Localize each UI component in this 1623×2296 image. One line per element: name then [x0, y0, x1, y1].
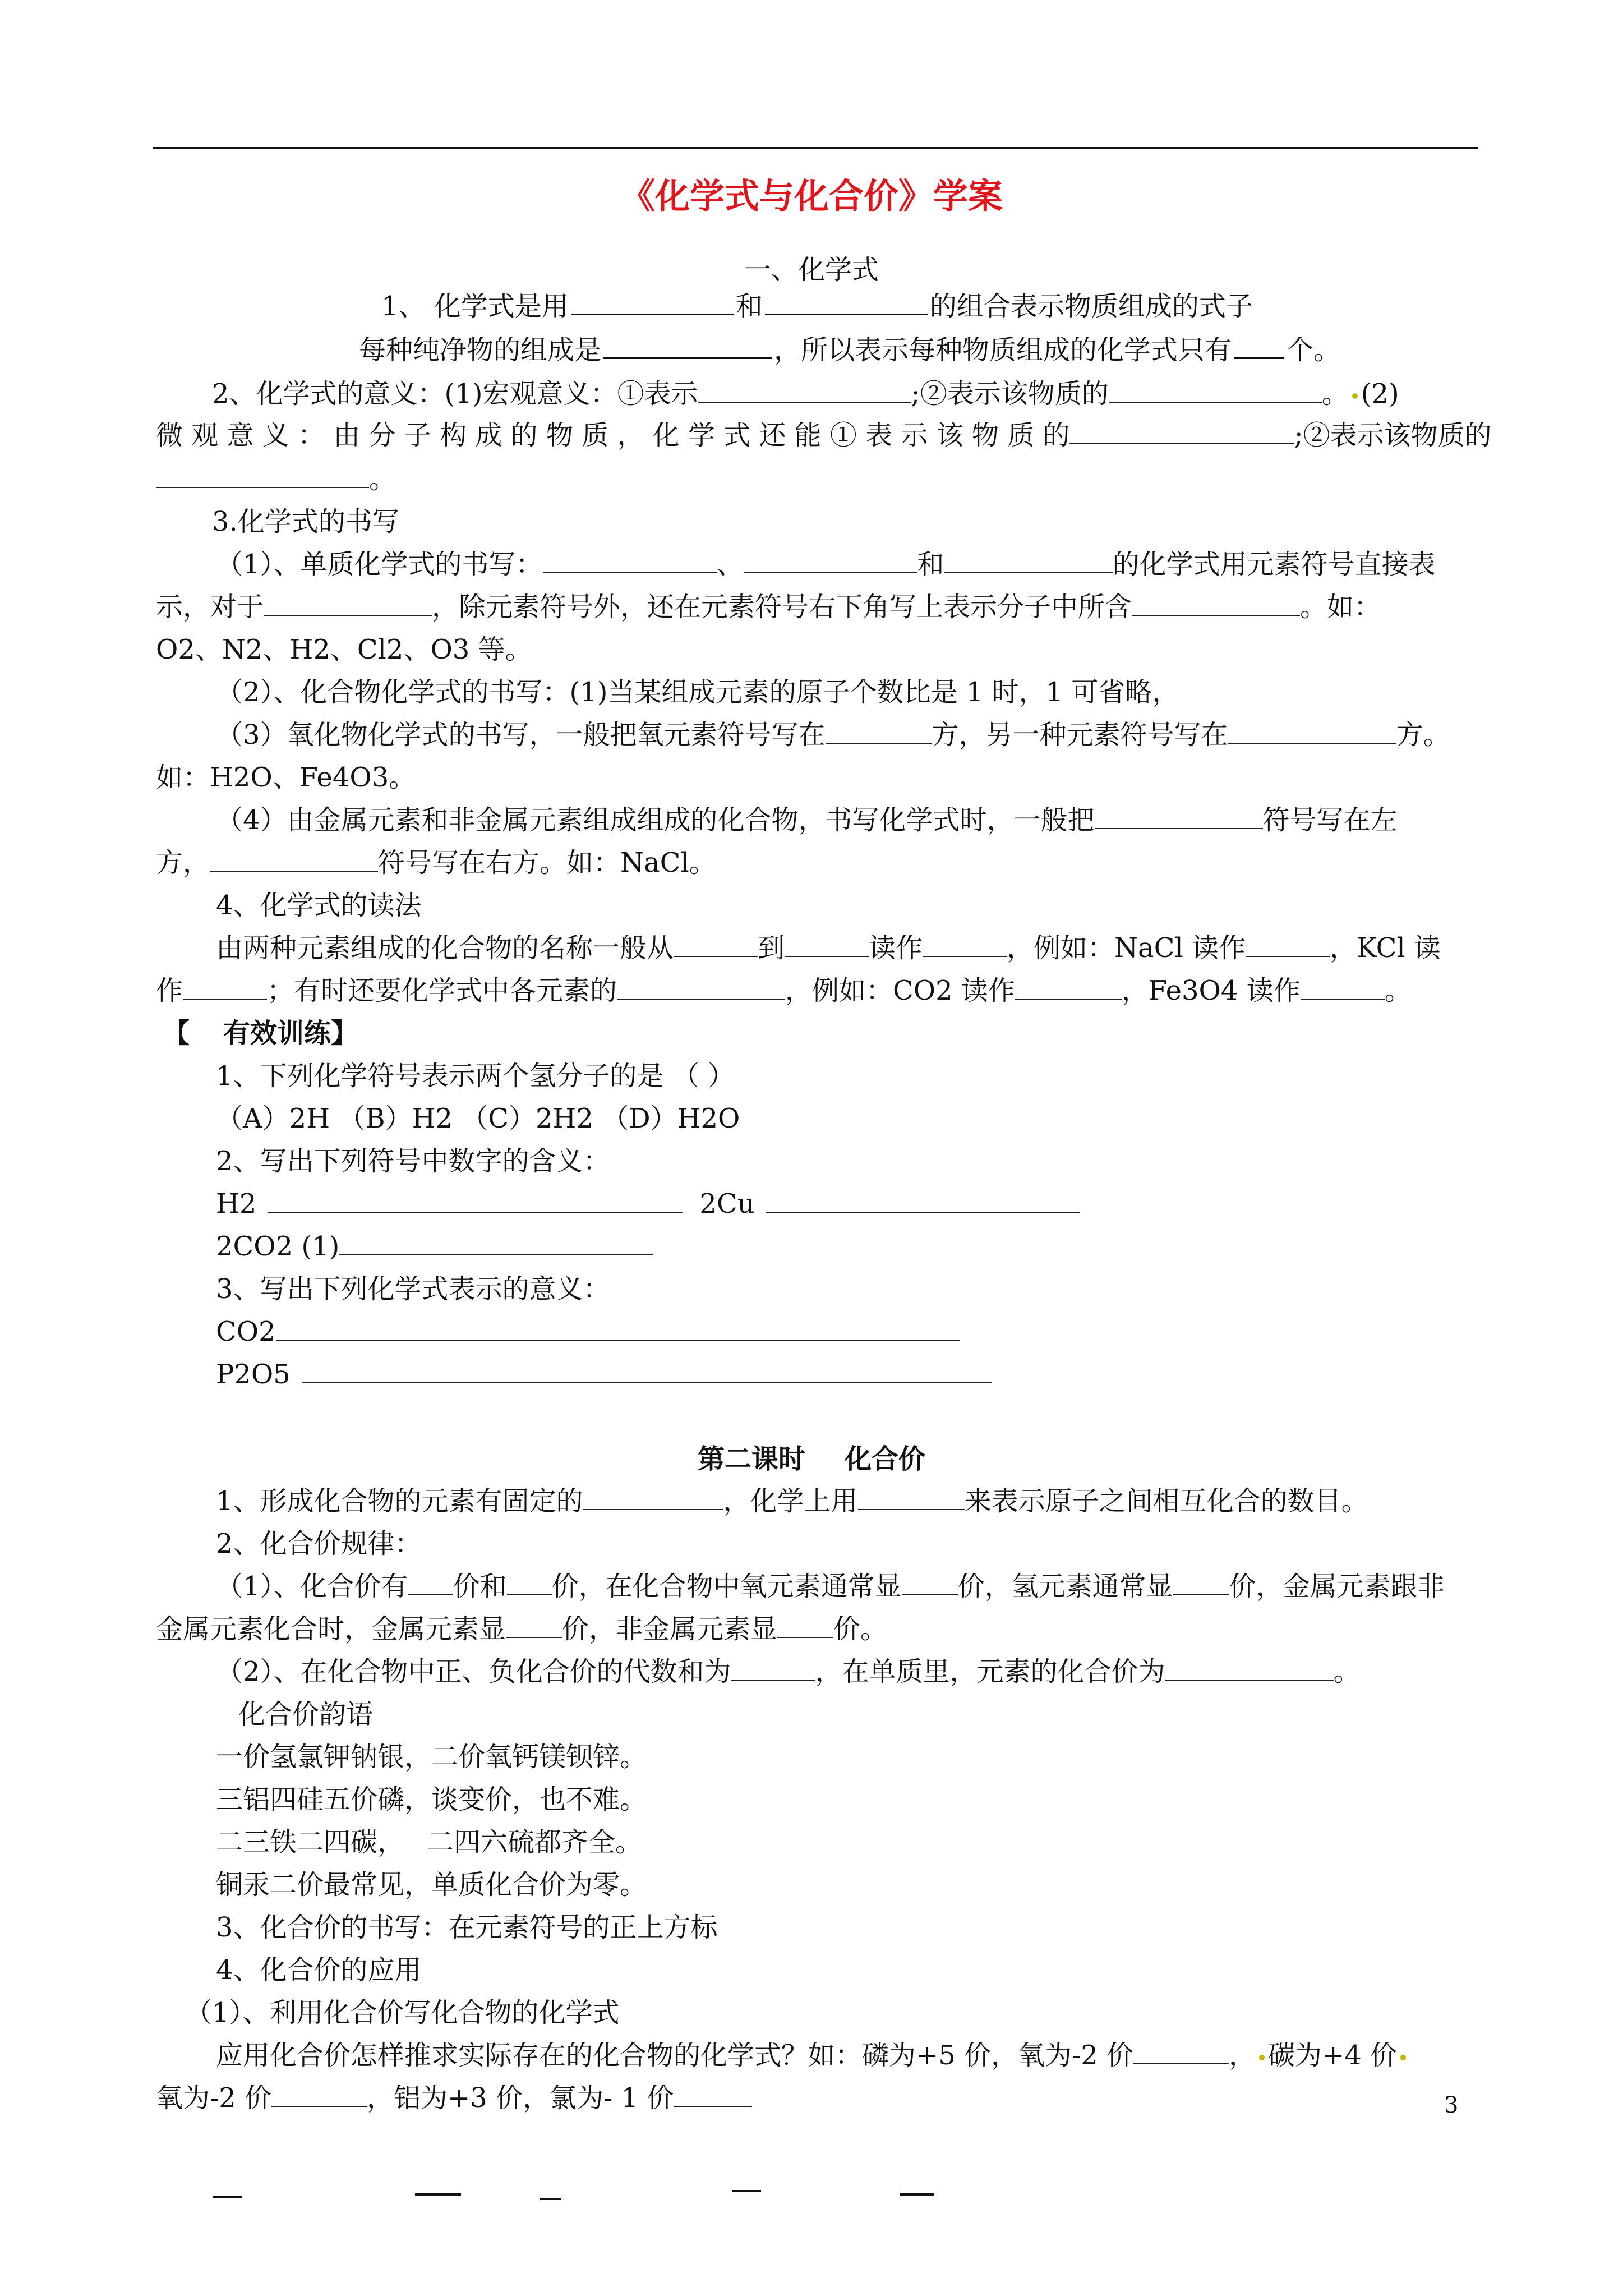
rhyme-title: 化合价韵语 — [238, 1699, 374, 1730]
document-title: 《化学式与化合价》学案 — [620, 176, 1003, 217]
text-line: 4、化学式的读法 — [216, 890, 422, 921]
footer-dash — [415, 2193, 461, 2196]
question-1: 1、下列化学符号表示两个氢分子的是 （ ） — [216, 1060, 735, 1092]
text-line: 金属元素化合时，金属元素显 价，非金属元素显 价。 — [156, 1609, 887, 1651]
text-line: 应用化合价怎样推求实际存在的化合物的化学式？如：磷为+5 价，氧为-2 价 ， 碳为+4 价 — [216, 2035, 1409, 2078]
text-line: （2）、化合物化学式的书写：(1)当某组成元素的原子个数比是 1 时，1 可省略， — [216, 677, 1179, 708]
text-line: 3.化学式的书写 — [212, 506, 399, 537]
text-line: （3）氧化物化学式的书写，一般把氧元素符号写在 方，另一种元素符号写在 方。 — [216, 715, 1450, 757]
text-line: 1、 化学式是用 和 的组合表示物质组成的式子 — [381, 286, 1253, 329]
text-line: 4、化合价的应用 — [216, 1954, 422, 1986]
text-line: 方， 符号写在右方。如：NaCl。 — [156, 843, 716, 885]
rhyme-line: 铜汞二价最常见，单质化合价为零。 — [216, 1869, 647, 1901]
mark-dot — [1400, 2055, 1406, 2060]
text-line: 氧为-2 价 ，铝为+3 价，氯为- 1 价 — [156, 2078, 752, 2120]
header-rule — [153, 147, 1478, 149]
question-2-answers: H2 2Cu — [216, 1184, 1080, 1226]
text-line: 2、化合价规律： — [216, 1528, 422, 1559]
text-line: 作 ；有时还要化学式中各元素的 ，例如：CO2 读作 ，Fe3O4 读作 。 — [156, 970, 1412, 1013]
text-line: 如：H2O、Fe4O3。 — [156, 762, 416, 793]
question-3: 3、写出下列化学式表示的意义： — [216, 1273, 610, 1305]
section-heading-chemical-formula: 一、化学式 — [744, 254, 879, 286]
page-number: 3 — [1444, 2092, 1459, 2118]
text-line: O2、N2、H2、Cl2、O3 等。 — [156, 634, 532, 665]
section-heading-valence: 第二课时 化合价 — [697, 1443, 926, 1475]
text-line: 由两种元素组成的化合物的名称一般从 到 读作 ，例如：NaCl 读作 ，KCl 读 — [216, 928, 1441, 970]
footer-dash — [732, 2190, 761, 2192]
footer-dash — [540, 2198, 561, 2200]
exercise-heading: 【 有效训练】 — [163, 1018, 358, 1049]
text-line: 。 — [156, 459, 396, 501]
text-line: 1、形成化合物的元素有固定的 ，化学上用 来表示原子之间相互化合的数目。 — [216, 1481, 1368, 1524]
question-2-answer-2co2: 2CO2 (1) — [216, 1226, 653, 1269]
footer-dash — [900, 2193, 934, 2196]
question-1-options: （A）2H （B）H2 （C）2H2 （D）H2O — [216, 1103, 740, 1134]
mark-dot — [1352, 393, 1358, 399]
rhyme-line: 一价氢氯钾钠银，二价氧钙镁钡锌。 — [216, 1741, 647, 1773]
mark-dot — [1259, 2055, 1265, 2060]
text-line: 示，对于 ，除元素符号外，还在元素符号右下角写上表示分子中所含 。如： — [156, 587, 1381, 629]
footer-dash — [213, 2196, 242, 2198]
text-line: （4）由金属元素和非金属元素组成组成的化合物，书写化学式时，一般把 符号写在左 — [216, 800, 1398, 843]
question-3-answer-co2: CO2 — [216, 1312, 960, 1354]
question-3-answer-p2o5: P2O5 — [216, 1354, 992, 1397]
text-line: （1）、利用化合价写化合物的化学式 — [185, 1997, 620, 2028]
text-line: 2、化学式的意义：(1)宏观意义：①表示 ;②表示该物质的 。 (2) — [212, 374, 1399, 416]
text-line: 3、化合价的书写：在元素符号的正上方标 — [216, 1912, 718, 1943]
text-line: 每种纯净物的组成是 ，所以表示每种物质组成的化学式只有 个。 — [359, 330, 1340, 372]
text-line: （1）、化合价有 价和 价，在化合物中氧元素通常显 价，氢元素通常显 价，金属元素跟非 — [216, 1566, 1445, 1609]
text-line: （2）、在化合物中正、负化合价的代数和为 ，在单质里，元素的化合价为 。 — [216, 1651, 1361, 1694]
text-line: （1）、单质化学式的书写： 、 和 的化学式用元素符号直接表 — [216, 544, 1436, 587]
question-2: 2、写出下列符号中数字的含义： — [216, 1145, 610, 1177]
text-line: 微 观 意 义 ： 由 分 子 构 成 的 物 质 ， 化 学 式 还 能 ① 表 示 该 物 质 的 ;②表示该物质的 — [156, 415, 1492, 458]
rhyme-line: 三铝四硅五价磷，谈变价，也不难。 — [216, 1784, 647, 1815]
rhyme-line: 二三铁二四碳， 二四六硫都齐全。 — [216, 1826, 643, 1858]
